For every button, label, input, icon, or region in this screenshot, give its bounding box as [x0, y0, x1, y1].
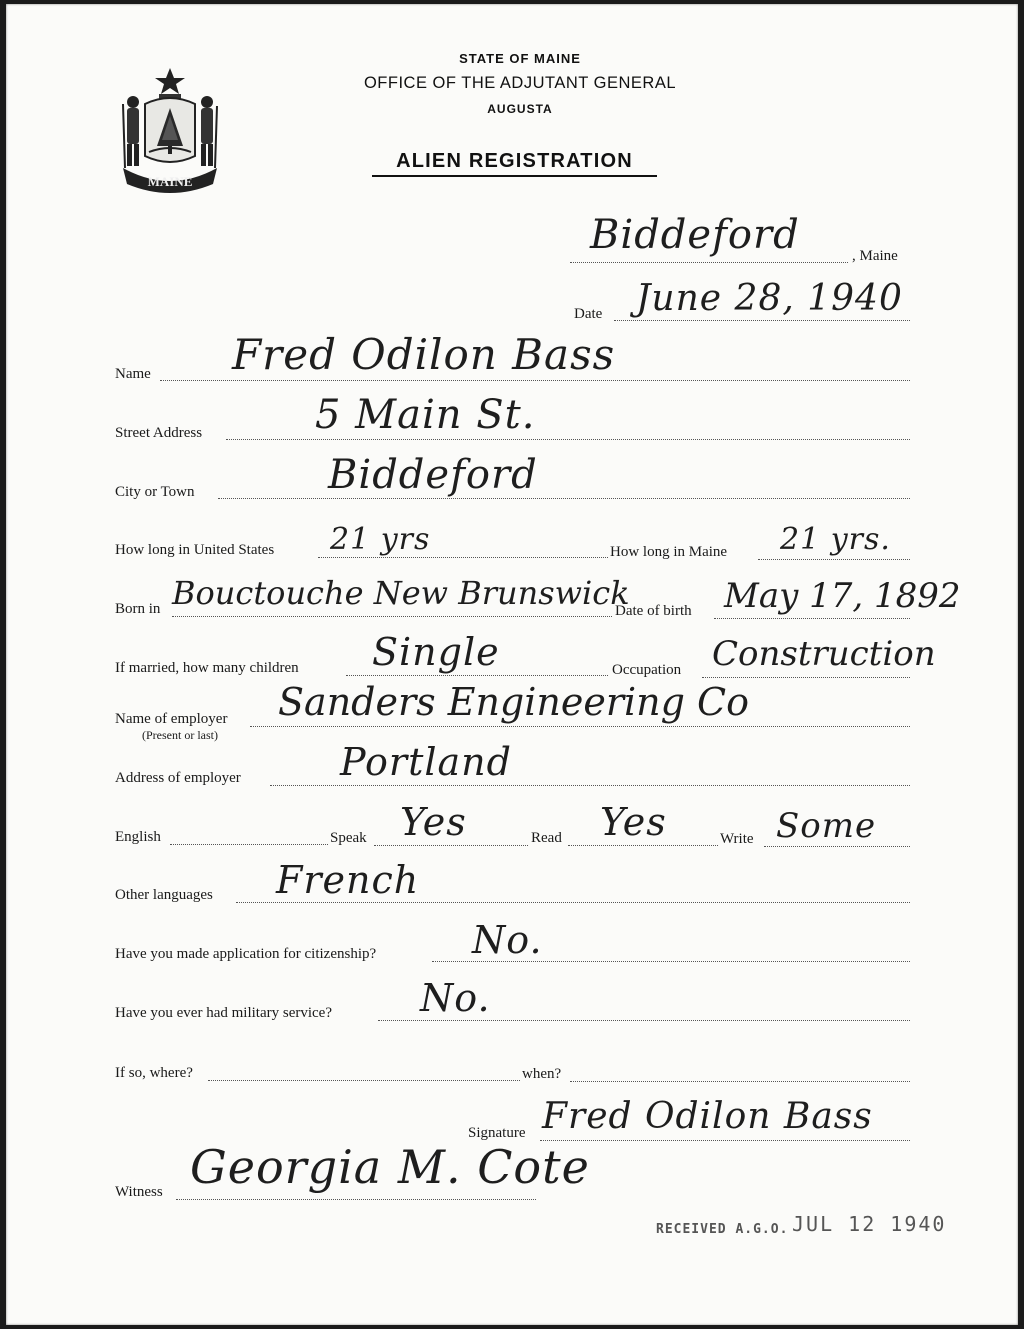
header-state: STATE OF MAINE [459, 51, 581, 66]
citizenship-label: Have you made application for citizenship? [115, 946, 377, 962]
signature-label: Signature [468, 1125, 526, 1141]
name-line [160, 380, 910, 381]
occupation-line [702, 677, 910, 678]
witness-entry: Georgia M. Cote [190, 1140, 590, 1194]
witness-line [176, 1199, 536, 1200]
other-languages-line [236, 902, 910, 903]
signature-line [540, 1140, 910, 1141]
if-so-where-line [208, 1080, 520, 1081]
signature-entry: Fred Odilon Bass [542, 1096, 873, 1137]
received-stamp: RECEIVED A.G.O. [656, 1222, 789, 1237]
city-entry: Biddeford [328, 452, 538, 498]
employer-address-line [270, 785, 910, 786]
city-label: City or Town [115, 484, 195, 500]
date-of-birth-label: Date of birth [615, 603, 692, 619]
employer-address-label: Address of employer [115, 770, 241, 786]
if-so-where-label: If so, where? [115, 1065, 193, 1081]
born-in-line [172, 616, 612, 617]
received-date-stamp: JUL 12 1940 [792, 1212, 947, 1236]
occupation-label: Occupation [612, 662, 682, 678]
speak-line [374, 845, 528, 846]
how-long-us-entry: 21 yrs [330, 522, 431, 557]
employer-address-entry: Portland [340, 740, 512, 784]
employer-line [250, 726, 910, 727]
write-entry: Some [776, 806, 877, 846]
other-languages-label: Other languages [115, 887, 213, 903]
svg-text:MAINE: MAINE [147, 174, 193, 189]
read-line [568, 845, 718, 846]
how-long-maine-entry: 21 yrs. [780, 522, 891, 557]
employer-entry: Sanders Engineering Co [278, 680, 750, 724]
read-entry: Yes [600, 800, 667, 844]
children-line [346, 675, 608, 676]
write-label: Write [720, 831, 754, 847]
military-line [378, 1020, 910, 1021]
when-line [570, 1081, 910, 1082]
place-entry: Biddeford [590, 212, 800, 258]
place-line [570, 262, 848, 263]
write-line [764, 846, 910, 847]
maine-state-seal [115, 64, 225, 194]
header-city: AUGUSTA [487, 102, 553, 116]
military-label: Have you ever had military service? [115, 1005, 332, 1021]
name-label: Name [115, 366, 151, 382]
how-long-maine-line [758, 559, 910, 560]
date-entry: June 28, 1940 [636, 278, 903, 319]
military-entry: No. [420, 976, 491, 1020]
name-entry: Fred Odilon Bass [232, 330, 616, 379]
speak-entry: Yes [400, 800, 467, 844]
header-office: OFFICE OF THE ADJUTANT GENERAL [363, 74, 677, 92]
occupation-entry: Construction [712, 634, 936, 674]
street-address-line [226, 439, 910, 440]
date-line [614, 320, 910, 321]
how-long-maine-label: How long in Maine [610, 544, 728, 560]
english-label: English [115, 829, 161, 845]
street-address-label: Street Address [115, 425, 203, 441]
form-title: ALIEN REGISTRATION [372, 150, 657, 177]
read-label: Read [531, 830, 562, 846]
other-languages-entry: French [276, 858, 420, 902]
employer-note: (Present or last) [142, 728, 218, 742]
date-of-birth-line [714, 618, 910, 619]
maine-label: , Maine [852, 248, 898, 264]
witness-label: Witness [115, 1184, 163, 1200]
born-in-entry: Bouctouche New Brunswick [172, 574, 630, 612]
employer-label: Name of employer [115, 711, 228, 727]
how-long-us-line [318, 557, 608, 558]
date-of-birth-entry: May 17, 1892 [724, 576, 961, 616]
english-line [170, 844, 328, 845]
children-label: If married, how many children [115, 660, 299, 676]
when-label: when? [522, 1066, 562, 1082]
citizenship-entry: No. [472, 918, 543, 962]
children-entry: Single [372, 630, 500, 674]
speak-label: Speak [330, 830, 367, 846]
city-line [218, 498, 910, 499]
date-label: Date [574, 306, 603, 322]
street-address-entry: 5 Main St. [315, 392, 536, 438]
born-in-label: Born in [115, 601, 161, 617]
how-long-us-label: How long in United States [115, 542, 275, 558]
